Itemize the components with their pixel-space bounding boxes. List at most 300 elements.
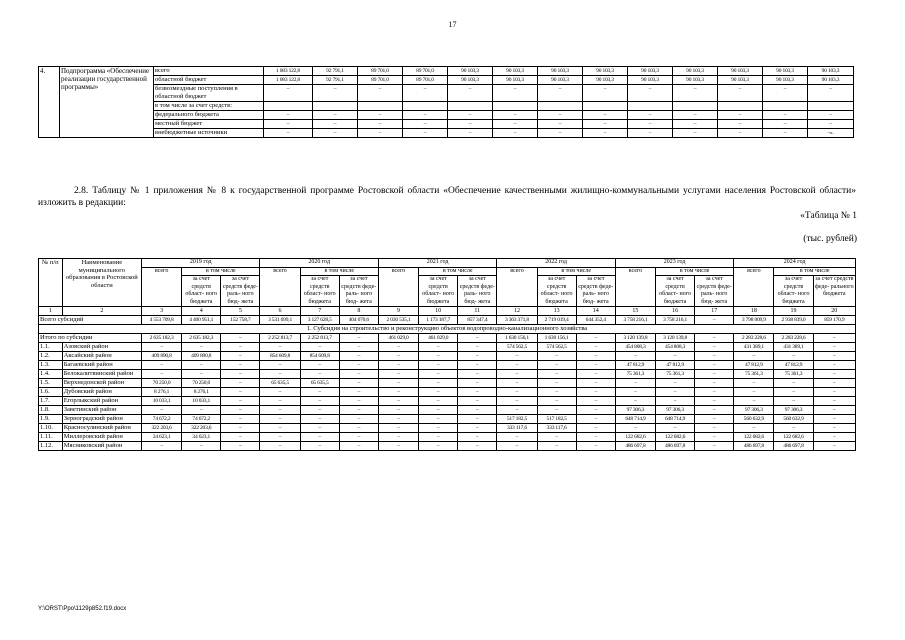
funding-value-cell: –	[538, 129, 583, 138]
subsidy-value: –	[182, 370, 221, 379]
subsidy-value: –	[813, 442, 855, 451]
funding-value-cell: –	[313, 85, 358, 102]
subsidy-value: 322 203,6	[182, 424, 221, 433]
subtotal-value: 2 635 182,3	[182, 334, 221, 343]
column-number: 8	[339, 307, 378, 316]
subprogram-table	[38, 66, 854, 138]
subsidy-value: –	[458, 379, 497, 388]
subsidy-value: –	[458, 397, 497, 406]
municipality-name: Аксайский район	[62, 352, 141, 361]
subsidy-value: –	[695, 352, 734, 361]
subsidy-value: –	[142, 442, 182, 451]
total-row	[39, 316, 856, 325]
subsidy-value: –	[458, 406, 497, 415]
subsidy-value: –	[260, 424, 300, 433]
header-federal-budget: за счет средств феде- рального бюджета	[813, 276, 855, 307]
subsidy-value: 97 306,3	[774, 406, 813, 415]
subprogram-title: Подпрограмма «Обеспечение реализации государственной программы»	[60, 67, 154, 138]
funding-value-cell: –	[808, 111, 854, 120]
column-number: 11	[458, 307, 497, 316]
municipality-row	[39, 424, 856, 433]
column-number: 5	[221, 307, 260, 316]
subsidy-value: 97 306,3	[734, 406, 774, 415]
subsidy-value: –	[656, 388, 695, 397]
total-value: 4 553 709,8	[142, 316, 182, 325]
subtotal-label: Итого по субсидии	[39, 334, 142, 343]
header-row-groups	[39, 267, 856, 276]
municipality-name: Верхнедонской район	[62, 379, 141, 388]
subsidy-value: –	[260, 388, 300, 397]
subsidy-value: –	[260, 433, 300, 442]
subsidy-value: –	[339, 415, 378, 424]
subsidy-value: –	[537, 361, 576, 370]
funding-value-cell: –	[403, 129, 448, 138]
subtotal-value: 2 252 813,7	[260, 334, 300, 343]
subsidy-value: –	[221, 397, 260, 406]
subsidy-value: –	[813, 370, 855, 379]
funding-value-cell: –	[313, 120, 358, 129]
subsidy-value: 65 635,5	[300, 379, 339, 388]
subsidy-value: –	[497, 370, 537, 379]
subtotal-row	[39, 334, 856, 343]
funding-value-cell: –	[358, 120, 403, 129]
subsidy-value: –	[300, 388, 339, 397]
subsidy-value: –	[734, 424, 774, 433]
header-total: всего	[615, 267, 655, 307]
funding-value-cell: –	[358, 85, 403, 102]
municipality-name: Багаевский район	[62, 361, 141, 370]
total-value: 1 173 187,7	[419, 316, 458, 325]
subsidy-value: –	[142, 406, 182, 415]
subsidy-value: 47 812,9	[656, 361, 695, 370]
subsidy-value: –	[656, 424, 695, 433]
header-regional-budget: за счет средств област- ного бюджета	[300, 276, 339, 307]
subsidy-value: 409 890,8	[182, 352, 221, 361]
subsidy-value: –	[221, 370, 260, 379]
subsidy-value: –	[813, 343, 855, 352]
subsidy-value: –	[339, 397, 378, 406]
funding-value-cell: –	[358, 111, 403, 120]
subprogram-row	[39, 111, 854, 120]
subsidy-value: –	[419, 343, 458, 352]
row-number: 1.9.	[39, 415, 63, 424]
subsidy-value: –	[813, 361, 855, 370]
subsidy-value: –	[497, 397, 537, 406]
row-number: 1.2.	[39, 352, 63, 361]
subsidy-value: 8 276,1	[142, 388, 182, 397]
municipality-row	[39, 415, 856, 424]
municipality-row	[39, 370, 856, 379]
subsidy-value: –	[458, 433, 497, 442]
row-number: 1.3.	[39, 361, 63, 370]
subsidy-value: –	[142, 370, 182, 379]
subsidy-value: 486 697,8	[774, 442, 813, 451]
municipality-row	[39, 343, 856, 352]
subsidy-value: 97 306,3	[656, 406, 695, 415]
subsidy-value: 10 033,1	[142, 397, 182, 406]
subtotal-value: –	[221, 334, 260, 343]
funding-value-cell: –	[583, 85, 628, 102]
subsidy-value: –	[695, 388, 734, 397]
funding-value-cell: –	[583, 129, 628, 138]
funding-value-cell: –	[313, 111, 358, 120]
table-units: (тыс. рублей)	[803, 234, 857, 244]
header-total: всего	[260, 267, 300, 307]
subsidy-value: –	[260, 397, 300, 406]
row-number: 1.1.	[39, 343, 63, 352]
subsidy-value: –	[537, 433, 576, 442]
column-number: 6	[260, 307, 300, 316]
column-number: 12	[497, 307, 537, 316]
municipality-name: Зерноградский район	[62, 415, 141, 424]
header-total: всего	[142, 267, 182, 307]
subsidy-value: 431 389,1	[774, 343, 813, 352]
subsidy-value: –	[576, 361, 615, 370]
subsidy-value: –	[458, 352, 497, 361]
subsidy-value: –	[339, 433, 378, 442]
subtotal-value: 2 283 228,6	[774, 334, 813, 343]
total-value: 404 070,6	[339, 316, 378, 325]
column-number: 7	[300, 307, 339, 316]
funding-value-cell: –	[628, 111, 673, 120]
subsidy-value: –	[458, 370, 497, 379]
subsidy-value: –	[458, 361, 497, 370]
subsidy-value: –	[734, 379, 774, 388]
total-value: 644 352,4	[576, 316, 615, 325]
subsidy-value: –	[537, 379, 576, 388]
subsidy-value: 486 697,8	[615, 442, 655, 451]
subsidy-value: –	[221, 415, 260, 424]
funding-source-label: в том числе за счет средств:	[154, 102, 264, 111]
subsidy-value: –	[813, 379, 855, 388]
subsidy-value: –	[142, 361, 182, 370]
subsidy-value: –	[378, 406, 418, 415]
subsidy-value: –	[339, 442, 378, 451]
municipality-name: Заветинский район	[62, 406, 141, 415]
subsidy-value: 333 117,6	[497, 424, 537, 433]
subsidy-value: –	[221, 433, 260, 442]
subtotal-value: 2 635 182,3	[142, 334, 182, 343]
subsidy-value: –	[458, 388, 497, 397]
funding-value-cell: 90 103,3	[718, 67, 763, 76]
subsidies-table	[38, 258, 856, 451]
total-value: 4 400 951,1	[182, 316, 221, 325]
subsidy-value: –	[419, 424, 458, 433]
subsidy-value: –	[576, 442, 615, 451]
subsidy-value: 431 389,1	[734, 343, 774, 352]
subsidy-value: –	[695, 415, 734, 424]
funding-value-cell: –	[264, 85, 313, 102]
municipality-name: Белокалитвинский район	[62, 370, 141, 379]
funding-value-cell: –	[448, 129, 493, 138]
total-value: 857 347,4	[458, 316, 497, 325]
subtotal-value: 1 630 156,1	[537, 334, 576, 343]
row-number: 1.6.	[39, 388, 63, 397]
subsidy-value: –	[378, 415, 418, 424]
subsidy-value: –	[419, 379, 458, 388]
funding-value-cell: –	[493, 85, 538, 102]
subsidy-value: –	[576, 433, 615, 442]
table-caption: «Таблица № 1	[800, 211, 857, 221]
subsidy-value: –	[695, 406, 734, 415]
total-value: 152 758,7	[221, 316, 260, 325]
total-value: 3 758 216,1	[656, 316, 695, 325]
subsidy-value: –	[378, 442, 418, 451]
subsidy-value: –	[182, 361, 221, 370]
subsidy-value: 648 714,9	[615, 415, 655, 424]
subsidy-value: 47 812,9	[615, 361, 655, 370]
funding-value-cell: –	[313, 129, 358, 138]
subsidy-value: –	[537, 370, 576, 379]
funding-value-cell: 90 103,3	[448, 67, 493, 76]
subsidy-value: –	[419, 388, 458, 397]
funding-value-cell: –	[808, 85, 854, 102]
subtotal-value: 2 252 813,7	[300, 334, 339, 343]
subsidy-value: 409 890,8	[142, 352, 182, 361]
funding-value-cell	[448, 102, 493, 111]
header-including: в том числе	[300, 267, 378, 276]
total-value: 859 170,9	[813, 316, 855, 325]
subsidy-value: –	[734, 352, 774, 361]
amendment-paragraph: 2.8. Таблицу № 1 приложения № 8 к государственной программе Ростовской области «Обеспечение качественными жилищно-коммунальными услугами населения Ростовской области» изложить в редакции:	[38, 186, 856, 208]
subsidy-value: 854 609,8	[260, 352, 300, 361]
subsidy-value: –	[695, 424, 734, 433]
subsidy-value: –	[221, 361, 260, 370]
subsidy-value: –	[378, 343, 418, 352]
column-number: 10	[419, 307, 458, 316]
header-federal-budget: за счет средств феде- раль- ного бюд- жета	[695, 276, 734, 307]
subsidy-value: –	[221, 424, 260, 433]
municipality-row	[39, 379, 856, 388]
subsidy-value: 47 812,9	[774, 361, 813, 370]
funding-value-cell: –	[403, 85, 448, 102]
funding-value-cell: –	[628, 85, 673, 102]
municipality-row	[39, 406, 856, 415]
subsidy-value: 486 697,8	[734, 442, 774, 451]
total-value: –	[695, 316, 734, 325]
subsidy-value: –	[537, 442, 576, 451]
column-number: 13	[537, 307, 576, 316]
subtotal-value: 3 120 139,8	[615, 334, 655, 343]
municipality-name: Миллеровский район	[62, 433, 141, 442]
funding-value-cell: 90 103,3	[538, 76, 583, 85]
subsidy-value: –	[419, 406, 458, 415]
page-number: 17	[448, 20, 457, 29]
funding-value-cell: 90 103,3	[493, 67, 538, 76]
subsidy-value: 486 697,8	[656, 442, 695, 451]
total-value: 3 127 628,5	[300, 316, 339, 325]
subsidy-value: 574 562,5	[537, 343, 576, 352]
subsidy-value: 97 306,3	[615, 406, 655, 415]
subsidy-value: –	[260, 343, 300, 352]
subsidy-value: –	[378, 433, 418, 442]
subsidy-value: –	[300, 370, 339, 379]
funding-value-cell: –	[538, 111, 583, 120]
subsidy-value: –	[339, 352, 378, 361]
header-row-years	[39, 259, 856, 268]
subprogram-row	[39, 129, 854, 138]
subsidy-value: –	[378, 388, 418, 397]
funding-value-cell	[313, 102, 358, 111]
subsidy-value: 10 033,1	[182, 397, 221, 406]
subsidy-value: –	[656, 379, 695, 388]
funding-value-cell: –	[763, 120, 808, 129]
funding-value-cell: –	[493, 111, 538, 120]
column-number: 15	[615, 307, 655, 316]
subtotal-value: 461 029,0	[419, 334, 458, 343]
subsidy-value: –	[576, 424, 615, 433]
subtotal-value: 1 630 156,1	[497, 334, 537, 343]
total-value: 3 531 699,1	[260, 316, 300, 325]
funding-value-cell: 92 791,1	[313, 67, 358, 76]
header-federal-budget: за счет средств феде- раль- ного бюд- жета	[458, 276, 497, 307]
column-number: 19	[774, 307, 813, 316]
header-including: в том числе	[537, 267, 615, 276]
subsidy-value: –	[576, 397, 615, 406]
header-municipality: Наименование муниципального образования в Ростовской области	[62, 259, 141, 307]
funding-value-cell: 1 083 122,8	[264, 76, 313, 85]
funding-source-label: местный бюджет	[154, 120, 264, 129]
funding-value-cell: –	[493, 120, 538, 129]
column-number: 9	[378, 307, 418, 316]
subsidy-value: –	[182, 442, 221, 451]
subsidy-value: –	[537, 388, 576, 397]
funding-value-cell: –	[538, 120, 583, 129]
total-value: 2 030 535,1	[378, 316, 418, 325]
total-label: Всего субсидий	[39, 316, 142, 325]
header-total: всего	[378, 267, 418, 307]
subsidy-value: –	[813, 397, 855, 406]
row-number: 1.5.	[39, 379, 63, 388]
subsidy-value: –	[695, 397, 734, 406]
subsidies-table-body	[39, 259, 856, 451]
funding-value-cell: 89 701,0	[403, 67, 448, 76]
funding-value-cell: –	[583, 120, 628, 129]
header-year: 2021 год	[378, 259, 496, 268]
subsidy-value: –	[774, 352, 813, 361]
subsidy-value: 8 276,1	[182, 388, 221, 397]
funding-value-cell: –	[628, 129, 673, 138]
subsidy-value: –	[378, 370, 418, 379]
column-number: 18	[734, 307, 774, 316]
funding-value-cell: –	[673, 85, 718, 102]
subsidy-value: 75 361,3	[734, 370, 774, 379]
column-number: 4	[182, 307, 221, 316]
header-regional-budget: за счет средств област- ного бюджета	[537, 276, 576, 307]
subsidy-value: 560 632,9	[734, 415, 774, 424]
subsidy-value: –	[339, 370, 378, 379]
subsidy-value: –	[419, 415, 458, 424]
funding-value-cell: –	[763, 111, 808, 120]
subsidy-value: –	[221, 388, 260, 397]
subsidy-value: –	[142, 343, 182, 352]
funding-value-cell	[358, 102, 403, 111]
funding-value-cell: –	[628, 120, 673, 129]
header-including: в том числе	[656, 267, 734, 276]
subsidy-value: –	[339, 343, 378, 352]
subsidy-value: 322 203,6	[142, 424, 182, 433]
subsidy-value: –	[419, 397, 458, 406]
funding-source-label: внебюджетные источники	[154, 129, 264, 138]
municipality-row	[39, 433, 856, 442]
row-number: 1.4.	[39, 370, 63, 379]
subsidy-value: –	[734, 397, 774, 406]
subsidy-value: –	[813, 352, 855, 361]
subsidy-value: –	[615, 388, 655, 397]
funding-value-cell	[673, 102, 718, 111]
subprogram-table-body	[39, 67, 854, 138]
header-federal-budget: за счет средств феде- раль- ного бюд- жета	[339, 276, 378, 307]
subsidy-value: 648 714,9	[656, 415, 695, 424]
header-including: в том числе	[419, 267, 497, 276]
subsidy-value: –	[458, 442, 497, 451]
column-number: 17	[695, 307, 734, 316]
municipality-name: Егорлыкский район	[62, 397, 141, 406]
funding-value-cell: –	[808, 120, 854, 129]
column-number: 1	[39, 307, 63, 316]
subsidy-value: –	[695, 379, 734, 388]
subsidy-value: 75 361,3	[656, 370, 695, 379]
municipality-row	[39, 397, 856, 406]
funding-value-cell: –	[264, 129, 313, 138]
subtotal-value: –	[339, 334, 378, 343]
subsidy-value: –	[695, 370, 734, 379]
subsidy-value: 454 808,3	[615, 343, 655, 352]
funding-value-cell: 90 103,3	[493, 76, 538, 85]
municipality-row	[39, 352, 856, 361]
subsidy-value: –	[300, 406, 339, 415]
funding-value-cell: 90 103,3	[718, 76, 763, 85]
subsidy-value: –	[497, 352, 537, 361]
row-number: 1.10.	[39, 424, 63, 433]
funding-value-cell	[718, 102, 763, 111]
funding-source-label: областной бюджет	[154, 76, 264, 85]
subsidy-value: –	[615, 352, 655, 361]
header-total: всего	[497, 267, 537, 307]
subprogram-number: 4.	[39, 67, 60, 138]
funding-value-cell: –	[673, 129, 718, 138]
subsidy-value: –	[576, 388, 615, 397]
subsidy-value: 70 250,0	[142, 379, 182, 388]
subtotal-value: 2 283 228,6	[734, 334, 774, 343]
subsidy-value: –	[339, 361, 378, 370]
funding-value-cell: 90 103,3	[448, 76, 493, 85]
funding-value-cell: –	[403, 111, 448, 120]
total-value: 3 798 009,9	[734, 316, 774, 325]
funding-value-cell: –	[493, 129, 538, 138]
subsidy-value: –	[378, 424, 418, 433]
subsidy-value: –	[339, 379, 378, 388]
subsidy-value: –	[300, 433, 339, 442]
subsidy-value: –	[419, 361, 458, 370]
subsidy-value: –	[221, 442, 260, 451]
subsidy-value: 517 182,5	[537, 415, 576, 424]
subsidy-value: –	[260, 442, 300, 451]
subsidy-value: 122 682,6	[656, 433, 695, 442]
funding-value-cell	[538, 102, 583, 111]
subsidy-value: –	[537, 406, 576, 415]
subsidy-value: –	[656, 397, 695, 406]
header-regional-budget: за счет средств област- ного бюджета	[419, 276, 458, 307]
funding-value-cell	[403, 102, 448, 111]
funding-value-cell: –	[763, 129, 808, 138]
total-value: 2 938 839,0	[774, 316, 813, 325]
funding-value-cell: –	[583, 111, 628, 120]
column-number: 2	[62, 307, 141, 316]
subtotal-value: –	[813, 334, 855, 343]
subsidy-value: –	[300, 415, 339, 424]
funding-value-cell: 90 103,3	[673, 67, 718, 76]
